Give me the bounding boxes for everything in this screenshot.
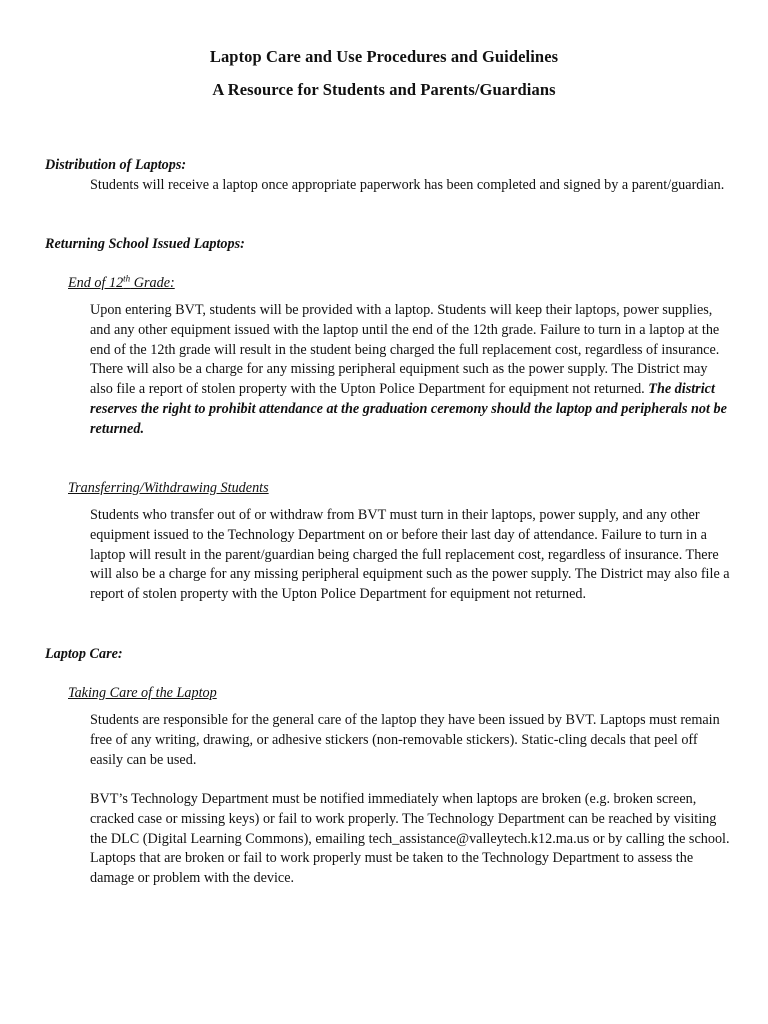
distribution-heading: Distribution of Laptops:	[45, 157, 187, 173]
taking-care-paragraph-1: Students are responsible for the general care of the laptop they have been issued by BVT. Laptops must remain free of any writing, drawing, or adhesive stickers (non-removable stickers). Static-cling decals that peel off easily can be used.	[90, 712, 720, 768]
end-of-12th-grade-heading	[68, 275, 175, 292]
end-of-12th-prefix: End of 12	[68, 275, 124, 291]
end-of-12th-superscript: th	[123, 273, 131, 284]
document-subtitle: A Resource for Students and Parents/Guardians	[212, 80, 556, 99]
taking-care-paragraph-2: BVT’s Technology Department must be notified immediately when laptops are broken (e.g. broken screen, cracked case or missing keys) or fail to work properly. The Technology Department can be reached by visiting the DLC (Digital Learning Commons), emailing tech_assistance@valleytech.k12.ma.us or by calling the school. Laptops that are broken or fail to work properly must be taken to the Technology Department to assess the damage or problem with the device.	[90, 791, 730, 887]
distribution-paragraph: Students will receive a laptop once appropriate paperwork has been completed and signed by a parent/guardian.	[90, 177, 725, 193]
transferring-heading: Transferring/Withdrawing Students	[68, 480, 269, 496]
taking-care-heading: Taking Care of the Laptop	[68, 685, 217, 701]
end-of-12th-suffix: Grade:	[130, 275, 175, 291]
transferring-paragraph: Students who transfer out of or withdraw from BVT must turn in their laptops, power supply, and any other equipment issued to the Technology Department on or before their last day of attendance. Failure to turn in a laptop will result in the parent/guardian being charged the full replacement cost, regardless of insurance. There will also be a charge for any missing peripheral equipment such as the power supply. The District may also file a report of stolen property with the Upton Police Department for equipment not returned.	[90, 507, 730, 603]
laptop-care-heading: Laptop Care:	[45, 646, 123, 662]
end-of-12th-emphasis: The district reserves the right to prohibit attendance at the graduation ceremony should the laptop and peripherals not be returned.	[90, 381, 727, 437]
document-title: Laptop Care and Use Procedures and Guidelines	[209, 47, 559, 66]
end-of-12th-paragraph	[90, 301, 730, 440]
returning-heading: Returning School Issued Laptops:	[45, 236, 245, 252]
end-of-12th-body: Upon entering BVT, students will be provided with a laptop. Students will keep their laptops, power supplies, and any other equipment issued with the laptop until the end of the 12th grade. Failure to turn in a laptop at the end of the 12th grade will result in the student being charged the full replacement cost, regardless of insurance. There will also be a charge for any missing peripheral equipment such as the power supply. The District may also file a report of stolen property with the Upton Police Department for equipment not returned.	[90, 302, 720, 398]
